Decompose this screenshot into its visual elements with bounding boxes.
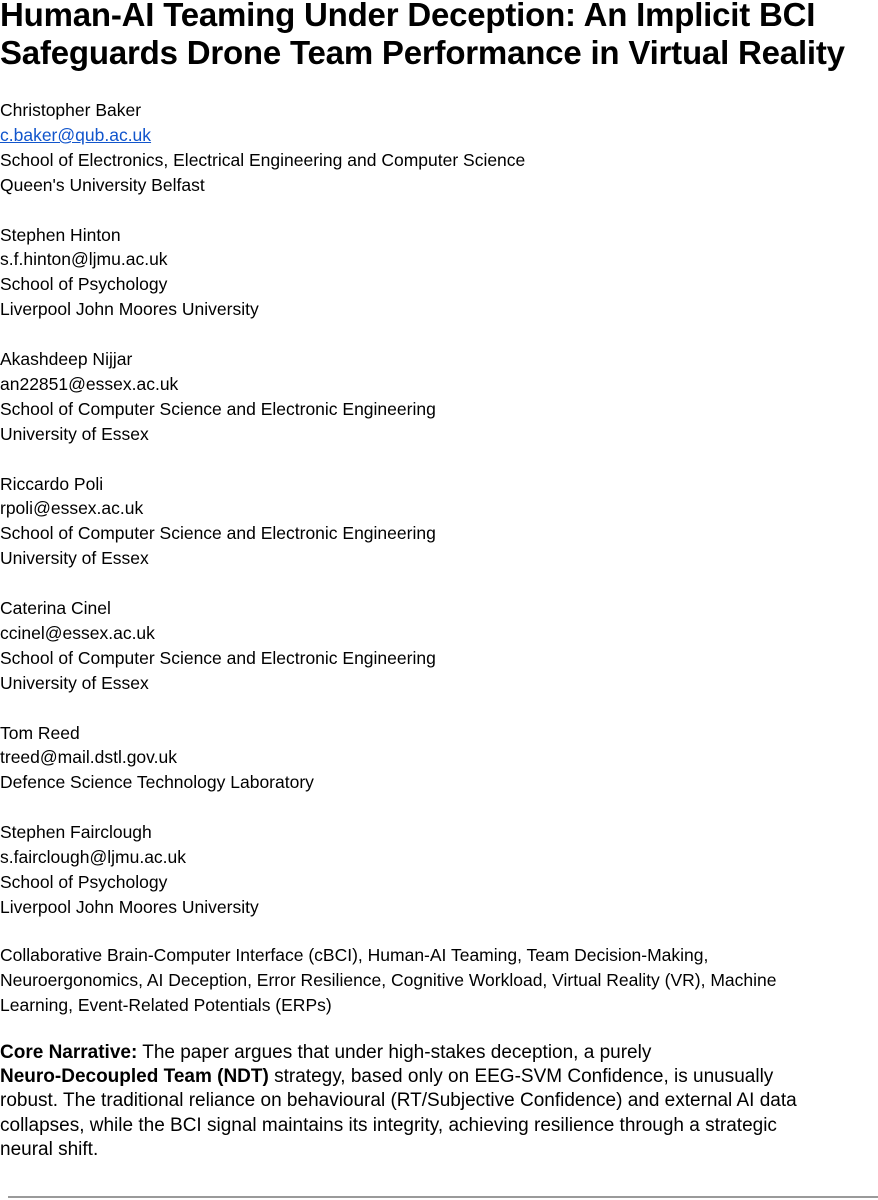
paper-title — [0, 0, 878, 72]
paper-title-line-1: Human-AI Teaming Under Deception: An Implicit BCI — [0, 0, 816, 33]
horizontal-rule — [8, 1196, 878, 1198]
author-block — [0, 596, 878, 696]
keywords — [0, 943, 870, 1018]
author-email: s.f.hinton@ljmu.ac.uk — [0, 249, 168, 270]
author-department: School of Psychology — [0, 274, 168, 295]
author-department: School of Computer Science and Electronic Engineering — [0, 523, 436, 544]
author-name: Christopher Baker — [0, 100, 142, 120]
author-institution: University of Essex — [0, 423, 149, 444]
author-name: Akashdeep Nijjar — [0, 349, 133, 370]
author-name: Tom Reed — [0, 722, 80, 743]
author-institution: Liverpool John Moores University — [0, 299, 259, 320]
author-block — [0, 223, 878, 323]
author-department: School of Electronics, Electrical Engineering and Computer Science — [0, 149, 526, 170]
author-email: ccinel@essex.ac.uk — [0, 622, 155, 643]
narrative-strategy: Neuro-Decoupled Team (NDT) — [0, 1066, 269, 1088]
author-institution: Queen's University Belfast — [0, 174, 205, 195]
author-block — [0, 347, 878, 447]
author-email: an22851@essex.ac.uk — [0, 373, 179, 394]
author-name: Caterina Cinel — [0, 598, 111, 619]
author-department: School of Psychology — [0, 872, 168, 892]
narrative-line: robust. The traditional reliance on behavioural (RT/Subjective Confidence) and external AI data — [0, 1090, 797, 1112]
author-institution: Liverpool John Moores University — [0, 896, 259, 917]
author-department: School of Computer Science and Electronic Engineering — [0, 398, 436, 419]
author-institution: University of Essex — [0, 672, 149, 693]
author-institution: Defence Science Technology Laboratory — [0, 772, 314, 793]
author-block — [0, 721, 878, 796]
narrative-line — [0, 1041, 876, 1065]
keywords-line: Learning, Event-Related Potentials (ERPs) — [0, 994, 332, 1015]
narrative-line — [0, 1065, 876, 1089]
author-email: s.fairclough@ljmu.ac.uk — [0, 847, 187, 868]
author-list — [0, 98, 878, 945]
author-block — [0, 98, 878, 198]
keywords-line: Neuroergonomics, AI Deception, Error Resilience, Cognitive Workload, Virtual Reality (VR), Machine — [0, 969, 777, 990]
author-department: School of Computer Science and Electronic Engineering — [0, 647, 436, 668]
keywords-line: Collaborative Brain-Computer Interface (cBCI), Human-AI Teaming, Team Decision-Making, — [0, 945, 709, 965]
narrative-line: collapses, while the BCI signal maintains its integrity, achieving resilience through a strategic — [0, 1114, 777, 1136]
narrative-text: The paper argues that under high-stakes deception, a purely — [137, 1042, 652, 1063]
author-email-link[interactable]: c.baker@qub.ac.uk — [0, 124, 152, 145]
paper-title-line-2: Safeguards Drone Team Performance in Virtual Reality — [0, 34, 845, 71]
author-block — [0, 820, 878, 920]
author-institution: University of Essex — [0, 548, 149, 569]
narrative-label: Core Narrative: — [0, 1042, 138, 1063]
core-narrative — [0, 1041, 876, 1162]
author-name: Stephen Hinton — [0, 224, 121, 245]
narrative-text: strategy, based only on EEG-SVM Confidence, is unusually — [268, 1066, 774, 1088]
author-name: Stephen Fairclough — [0, 822, 152, 843]
author-email: rpoli@essex.ac.uk — [0, 498, 144, 519]
narrative-line: neural shift. — [0, 1138, 99, 1160]
author-block — [0, 472, 878, 572]
author-email: treed@mail.dstl.gov.uk — [0, 747, 177, 768]
author-name: Riccardo Poli — [0, 473, 104, 494]
